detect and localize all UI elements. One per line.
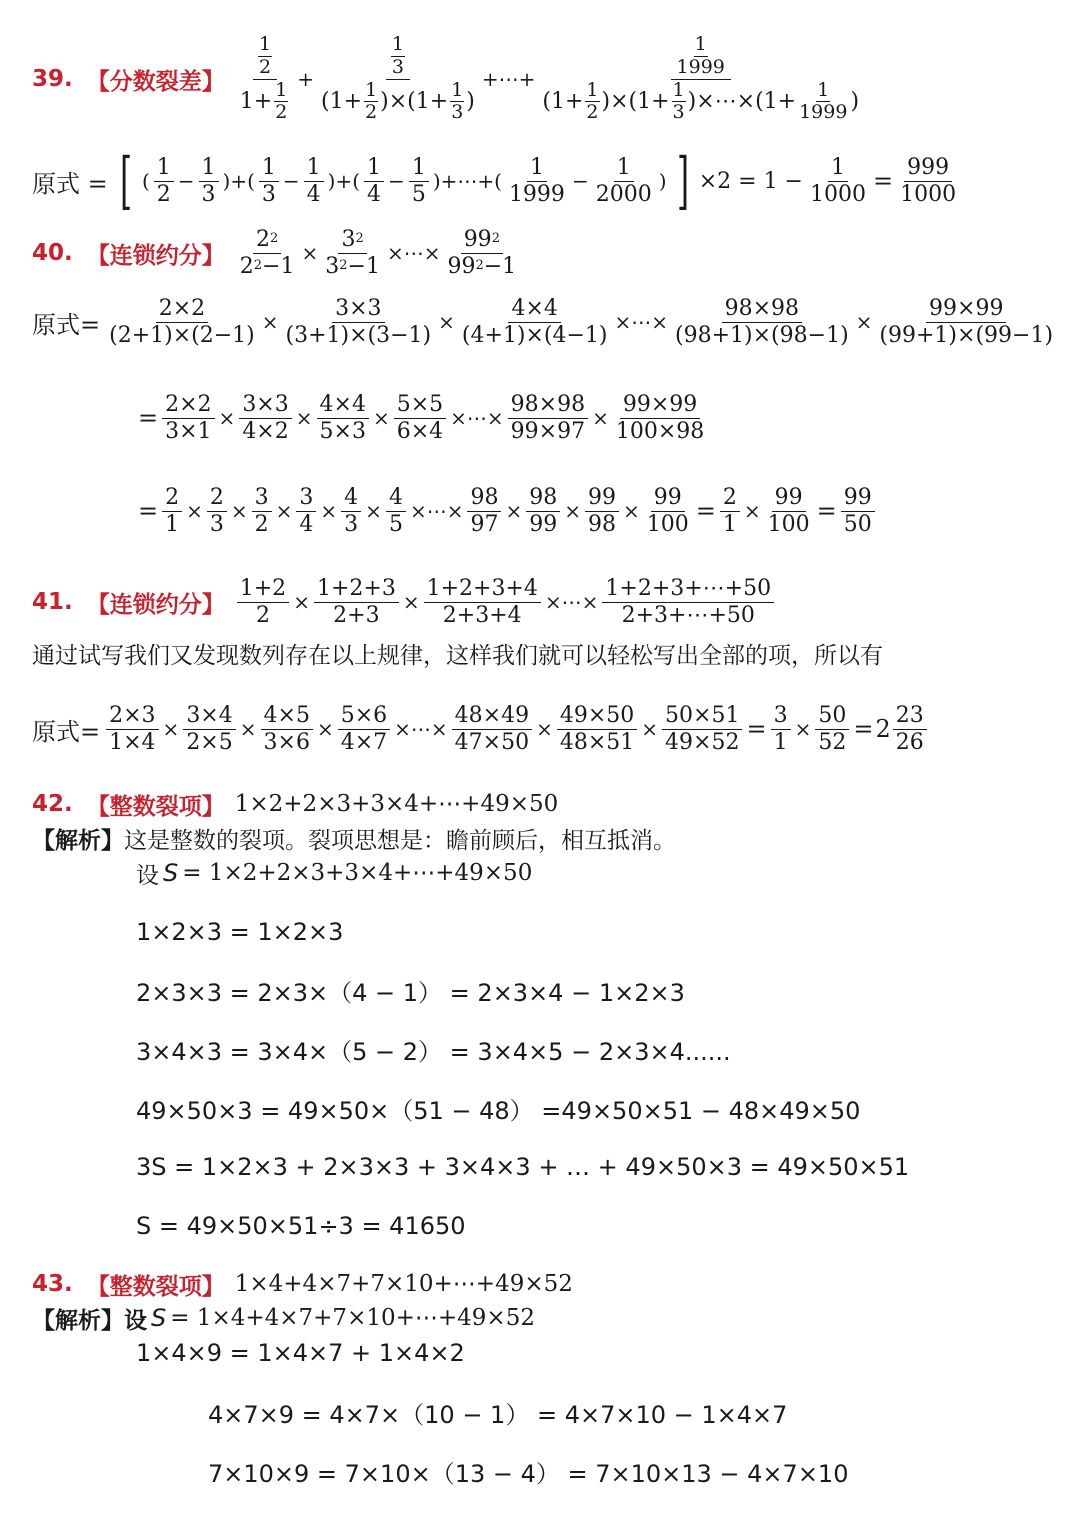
q43-analysis: 【解析】 设 S = 1×4+4×7+7×10+⋯+49×52: [32, 1304, 535, 1334]
q40-solution-line-2: = $\frac{2\times 2}{3\times 1}$ × $\frac{3\times 3}{4\times 2}$ × $\frac{4\times 4}{5\times 3}$ × $\frac{5\times 5}{6\times 4}$ ×⋯× $\frac{98\times 98}{99\times 97}$ × $\frac{99\times 99}{100\times 98}$: [138, 392, 705, 444]
q41-heading: 41. 【连锁约分】 $\frac{1+2}{2}$ × $\frac{1+2+3}{2+3}$ × $\frac{1+2+3+4}{2+3+4}$ ×⋯× $\frac{1+2+3+\cdots+50}{2+3+\cdots+50}$: [32, 570, 776, 634]
q43-line-3: 7×10×9 = 7×10×（13 − 4） = 7×10×13 − 4×7×10: [208, 1459, 849, 1488]
q41-result-whole: 2: [875, 715, 891, 743]
q41-solution: 原式= $\frac{2\times 3}{1\times 4}$ × $\frac{3\times 4}{2\times 5}$ × $\frac{4\times 5}{3\times 6}$ × $\frac{5\times 6}{4\times 7}$ ×⋯× $\frac{48\times 49}{47\times 50}$ × $\frac{49\times 50}{48\times 51}$ × $\frac{50\times 51}{49\times 52}$ = $\frac{3}{1}$ × $\frac{50}{52}$ = 2 23 26: [32, 696, 929, 762]
q39-title: 【分数裂差】: [86, 68, 225, 95]
q41-note: 通过试写我们又发现数列存在以上规律，这样我们就可以轻松写出全部的项，所以有: [32, 642, 883, 669]
q40-solution-line-3: = $\frac{2}{1}$ × $\frac{2}{3}$ × $\frac{3}{2}$ × $\frac{3}{4}$ × $\frac{4}{3}$ × $\frac{4}{5}$ ×⋯× $\frac{98}{97}$ × $\frac{98}{99}$ × $\frac{99}{98}$ × $\frac{99}{100}$ = $\frac{2}{1}$ × $\frac{99}{100}$ = $\frac{99}{50}$: [136, 478, 877, 544]
q42-set: 设 S = 1×2+2×3+3×4+⋯+49×50: [136, 859, 533, 889]
q43-line-2: 4×7×9 = 4×7×（10 − 1） = 4×7×10 − 1×4×7: [208, 1400, 788, 1429]
q39-term-2: 1 3 (1+ $\frac{1}{2}$ )×(1+ $\frac{1}{3}$ ): [321, 32, 475, 124]
q42-line-1: 1×2×3 = 1×2×3: [136, 918, 344, 946]
q42-line-6: S = 49×50×51÷3 = 41650: [136, 1212, 466, 1240]
q43-line-1: 1×4×9 = 1×4×7 + 1×4×2: [136, 1339, 465, 1367]
q42-analysis: 【解析】 这是整数的裂项。裂项思想是：瞻前顾后，相互抵消。: [32, 826, 676, 854]
q41-result-fraction: 23 26: [893, 703, 927, 755]
q40-heading: 40. 【连锁约分】 2 2 2 2 −1 × 3 2 3 2 −1 ×⋯× 99 2 99 2 −1: [32, 227, 517, 279]
q42-line-2: 2×3×3 = 2×3×（4 − 1） = 2×3×4 − 1×2×3: [136, 978, 685, 1007]
q40-result: $\frac{99}{50}$: [841, 485, 875, 537]
q40-solution-line-1: 原式= $\frac{2\times 2}{(2+1)\times(2-1)}$ × $\frac{3\times 3}{(3+1)\times(3-1)}$ × $\frac{4\times 4}{(4+1)\times(4-1)}$ ×⋯× $\frac{98\times 98}{(98+1)\times(98-1)}$ × $\frac{99\times 99}{(99+1)\times(99-1)}$: [32, 296, 1054, 348]
q42-line-4: 49×50×3 = 49×50×（51 − 48） =49×50×51 − 48×49×50: [136, 1096, 861, 1125]
q42-line-5: 3S = 1×2×3 + 2×3×3 + 3×4×3 + … + 49×50×3 = 49×50×51: [136, 1153, 910, 1181]
q39-result: $\frac{999}{1000}$: [900, 155, 957, 207]
q39-term-1: 1 2 1+ $\frac{1}{2}$: [239, 32, 288, 124]
q43-heading: 43. 【整数裂项】 1×4+4×7+7×10+⋯+49×52: [32, 1271, 573, 1300]
q42-line-3: 3×4×3 = 3×4×（5 − 2） = 3×4×5 − 2×3×4......: [136, 1037, 731, 1066]
q39-term-n: 1 1999 (1+ $\frac{1}{2}$ )×(1+ $\frac{1}{3}$ )×⋯×(1+ $\frac{1}{1999}$ ): [542, 32, 860, 124]
q39-solution: 原式 = [ ( 1 2 − $\frac{1}{3}$ )+( 1 3 − $\frac{1}{4}$ )+( 1 4 − $\frac{1}{5}$ )+⋯+( 1 1999 − $\frac{1}{2000}$ ) ] ×2 = 1 − $\frac{1}{1000}$ = $\frac{999}{1000}$: [32, 146, 961, 216]
q42-heading: 42. 【整数裂项】 1×2+2×3+3×4+⋯+49×50: [32, 791, 559, 820]
q39-number: 39.: [32, 66, 73, 92]
q39-heading: 39. 【分数裂差】 1 2 1+ $\frac{1}{2}$ + 1 3 (1+ $\frac{1}{2}$ )×(1+ $\frac{1}{3}$ ) +⋯+ 1 1999 (1+ $\frac{1}{2}$ )×(1+ $\frac{1}{3}$ )×⋯×(1+ $\frac{1}{1999}$ ): [32, 14, 864, 144]
